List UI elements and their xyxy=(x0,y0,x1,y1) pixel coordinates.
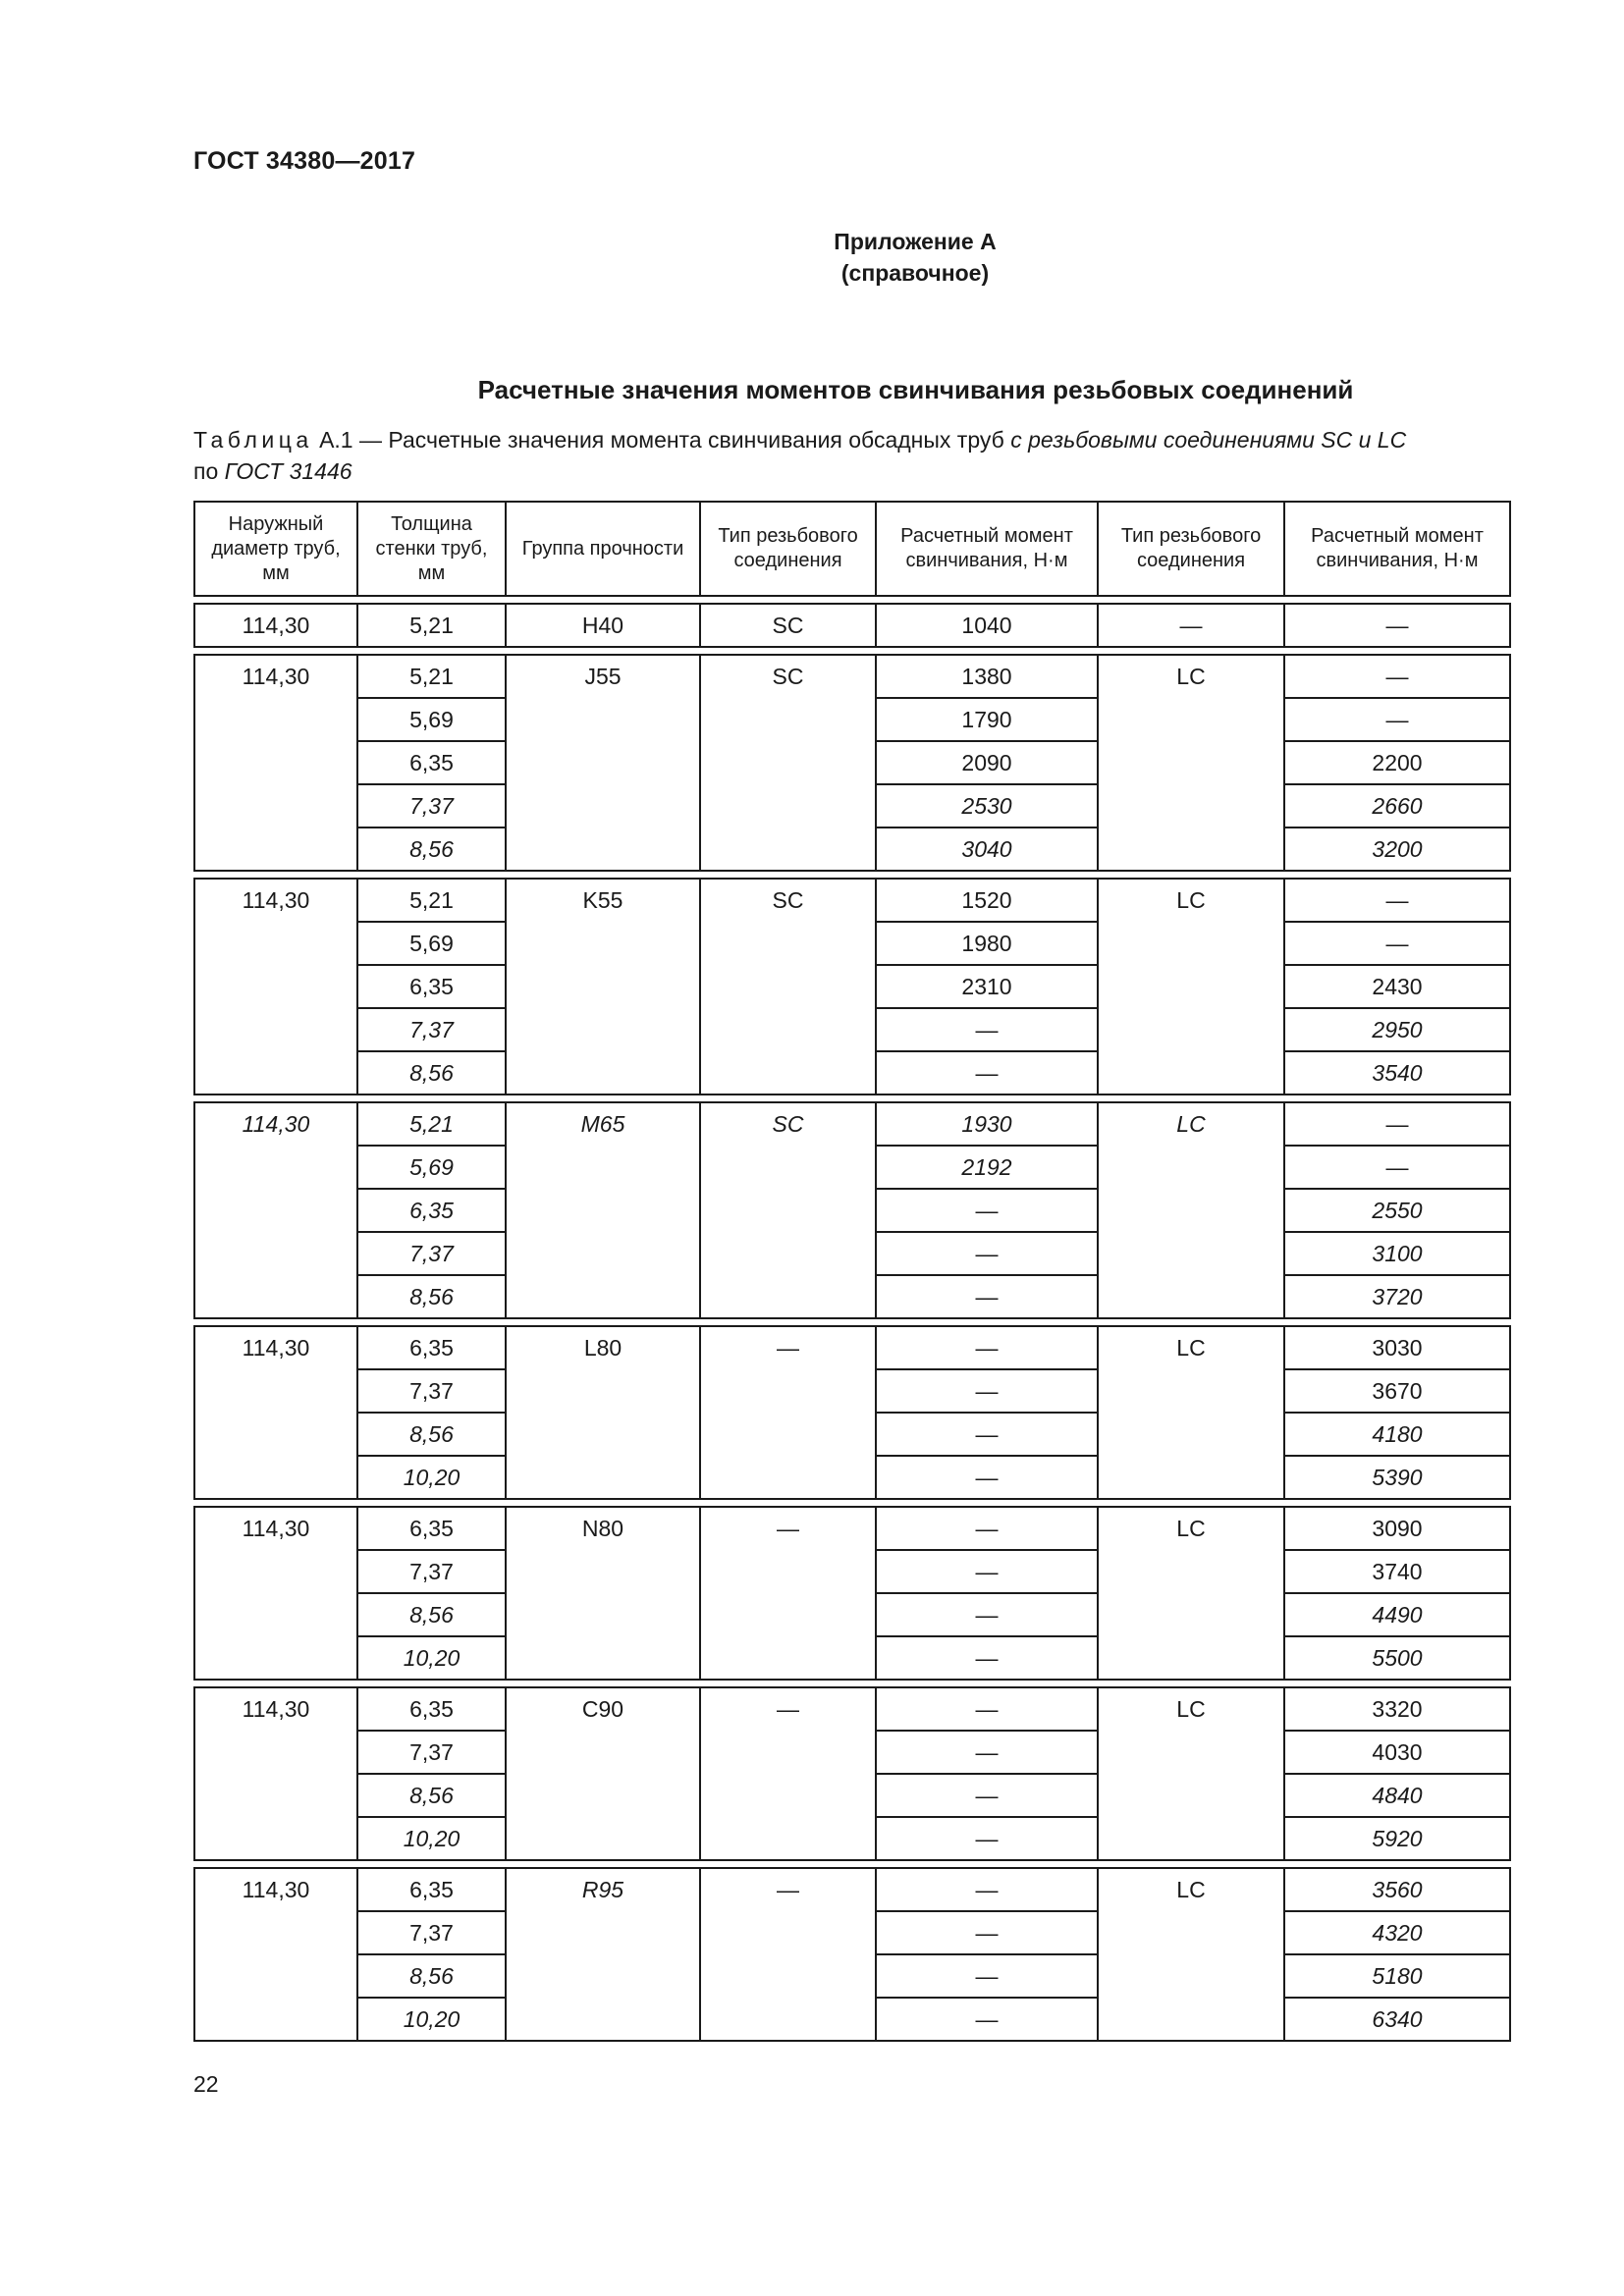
cell-torque-sc: — xyxy=(876,1636,1098,1680)
cell-torque-sc: 1980 xyxy=(876,922,1098,965)
cell-wall-thickness: 7,37 xyxy=(357,1369,506,1413)
cell-torque-sc: 2090 xyxy=(876,741,1098,784)
cell-wall-thickness: 7,37 xyxy=(357,1008,506,1051)
cell-wall-thickness: 5,69 xyxy=(357,922,506,965)
cell-wall-thickness: 8,56 xyxy=(357,1275,506,1318)
cell-connection-type-lc: — xyxy=(1098,604,1284,647)
cell-torque-lc: 3720 xyxy=(1284,1275,1510,1318)
cell-torque-lc: 4320 xyxy=(1284,1911,1510,1954)
cell-torque-sc: — xyxy=(876,1326,1098,1369)
caption-standard-ref: ГОСТ 31446 xyxy=(224,458,352,484)
cell-torque-sc: 1380 xyxy=(876,655,1098,698)
table-header-row xyxy=(194,502,1510,596)
cell-torque-lc: 4840 xyxy=(1284,1774,1510,1817)
cell-torque-sc: 2192 xyxy=(876,1146,1098,1189)
cell-torque-lc: 2430 xyxy=(1284,965,1510,1008)
cell-torque-lc: — xyxy=(1284,698,1510,741)
table-row xyxy=(194,1687,1510,1731)
cell-torque-sc: 1520 xyxy=(876,879,1098,922)
cell-wall-thickness: 7,37 xyxy=(357,1550,506,1593)
cell-diameter: 114,30 xyxy=(194,655,357,871)
cell-torque-sc: — xyxy=(876,1413,1098,1456)
cell-torque-lc: 3540 xyxy=(1284,1051,1510,1095)
cell-torque-lc: — xyxy=(1284,879,1510,922)
cell-torque-sc: — xyxy=(876,1911,1098,1954)
cell-wall-thickness: 8,56 xyxy=(357,828,506,871)
caption-label: Таблица xyxy=(193,427,313,453)
table-row xyxy=(194,1326,1510,1369)
cell-torque-sc: — xyxy=(876,1008,1098,1051)
cell-strength-grade: H40 xyxy=(506,604,700,647)
group-separator xyxy=(194,1318,1510,1326)
cell-torque-sc: — xyxy=(876,1550,1098,1593)
cell-connection-type-sc: SC xyxy=(700,655,876,871)
cell-diameter: 114,30 xyxy=(194,1326,357,1499)
cell-torque-lc: 5500 xyxy=(1284,1636,1510,1680)
header-connection-type-lc: Тип резьбового соединения xyxy=(1098,502,1284,596)
cell-torque-lc: 3560 xyxy=(1284,1868,1510,1911)
cell-diameter: 114,30 xyxy=(194,879,357,1095)
cell-torque-lc: 2200 xyxy=(1284,741,1510,784)
cell-wall-thickness: 10,20 xyxy=(357,1817,506,1860)
table-row xyxy=(194,1507,1510,1550)
cell-torque-sc: — xyxy=(876,1731,1098,1774)
cell-torque-lc: 6340 xyxy=(1284,1998,1510,2041)
cell-wall-thickness: 5,69 xyxy=(357,698,506,741)
cell-torque-sc: 1790 xyxy=(876,698,1098,741)
cell-wall-thickness: 7,37 xyxy=(357,1731,506,1774)
table-row xyxy=(194,604,1510,647)
group-separator xyxy=(194,647,1510,655)
cell-torque-lc: — xyxy=(1284,655,1510,698)
group-separator xyxy=(194,871,1510,879)
cell-torque-sc: — xyxy=(876,1774,1098,1817)
cell-torque-lc: 2660 xyxy=(1284,784,1510,828)
cell-torque-lc: 3670 xyxy=(1284,1369,1510,1413)
table-row xyxy=(194,655,1510,698)
cell-strength-grade: C90 xyxy=(506,1687,700,1860)
annex-heading xyxy=(0,226,1624,289)
cell-torque-sc: — xyxy=(876,1998,1098,2041)
cell-torque-lc: 5180 xyxy=(1284,1954,1510,1998)
cell-connection-type-lc: LC xyxy=(1098,1868,1284,2041)
cell-torque-sc: — xyxy=(876,1051,1098,1095)
cell-torque-sc: — xyxy=(876,1456,1098,1499)
group-separator xyxy=(194,596,1510,604)
cell-wall-thickness: 6,35 xyxy=(357,965,506,1008)
cell-wall-thickness: 6,35 xyxy=(357,1868,506,1911)
caption-number: А.1 — Расчетные значения момента свинчивания обсадных труб xyxy=(319,427,1004,453)
separator-cell xyxy=(194,1499,1510,1507)
caption-italic: с резьбовыми соединениями SC и LC xyxy=(1010,427,1407,453)
cell-connection-type-sc: SC xyxy=(700,1102,876,1318)
cell-torque-sc: — xyxy=(876,1189,1098,1232)
cell-torque-lc: 3030 xyxy=(1284,1326,1510,1369)
cell-wall-thickness: 8,56 xyxy=(357,1593,506,1636)
cell-wall-thickness: 5,21 xyxy=(357,879,506,922)
torque-table xyxy=(193,501,1511,2042)
group-separator xyxy=(194,1499,1510,1507)
table-caption xyxy=(193,424,1509,487)
cell-torque-lc: 4490 xyxy=(1284,1593,1510,1636)
cell-torque-sc: — xyxy=(876,1687,1098,1731)
cell-diameter: 114,30 xyxy=(194,1102,357,1318)
cell-strength-grade: J55 xyxy=(506,655,700,871)
cell-connection-type-lc: LC xyxy=(1098,655,1284,871)
cell-torque-lc: 5920 xyxy=(1284,1817,1510,1860)
cell-wall-thickness: 7,37 xyxy=(357,784,506,828)
cell-torque-sc: 2310 xyxy=(876,965,1098,1008)
cell-connection-type-lc: LC xyxy=(1098,1507,1284,1680)
cell-wall-thickness: 10,20 xyxy=(357,1998,506,2041)
cell-wall-thickness: 5,21 xyxy=(357,604,506,647)
cell-torque-sc: — xyxy=(876,1507,1098,1550)
cell-diameter: 114,30 xyxy=(194,604,357,647)
table-body xyxy=(194,596,1510,2041)
cell-wall-thickness: 10,20 xyxy=(357,1456,506,1499)
cell-torque-lc: — xyxy=(1284,1102,1510,1146)
cell-diameter: 114,30 xyxy=(194,1868,357,2041)
cell-diameter: 114,30 xyxy=(194,1507,357,1680)
separator-cell xyxy=(194,1318,1510,1326)
cell-wall-thickness: 6,35 xyxy=(357,1687,506,1731)
cell-torque-lc: 3100 xyxy=(1284,1232,1510,1275)
cell-torque-lc: 2550 xyxy=(1284,1189,1510,1232)
cell-torque-lc: 4030 xyxy=(1284,1731,1510,1774)
header-torque-lc: Расчетный момент свинчивания, Н·м xyxy=(1284,502,1510,596)
cell-strength-grade: M65 xyxy=(506,1102,700,1318)
header-strength-grade: Группа прочности xyxy=(506,502,700,596)
cell-wall-thickness: 5,21 xyxy=(357,1102,506,1146)
separator-cell xyxy=(194,1095,1510,1102)
cell-torque-lc: 3740 xyxy=(1284,1550,1510,1593)
cell-torque-lc: 2950 xyxy=(1284,1008,1510,1051)
cell-connection-type-sc: SC xyxy=(700,604,876,647)
separator-cell xyxy=(194,1680,1510,1687)
cell-connection-type-lc: LC xyxy=(1098,879,1284,1095)
cell-connection-type-sc: — xyxy=(700,1687,876,1860)
cell-wall-thickness: 5,21 xyxy=(357,655,506,698)
cell-connection-type-lc: LC xyxy=(1098,1326,1284,1499)
cell-torque-sc: — xyxy=(876,1954,1098,1998)
cell-wall-thickness: 6,35 xyxy=(357,1189,506,1232)
separator-cell xyxy=(194,1860,1510,1868)
separator-cell xyxy=(194,647,1510,655)
cell-diameter: 114,30 xyxy=(194,1687,357,1860)
cell-connection-type-sc: — xyxy=(700,1326,876,1499)
cell-torque-sc: — xyxy=(876,1369,1098,1413)
cell-wall-thickness: 7,37 xyxy=(357,1232,506,1275)
header-torque-sc: Расчетный момент свинчивания, Н·м xyxy=(876,502,1098,596)
header-connection-type-sc: Тип резьбового соединения xyxy=(700,502,876,596)
annex-type: (справочное) xyxy=(840,260,990,286)
cell-torque-sc: 1040 xyxy=(876,604,1098,647)
caption-line2-prefix: по xyxy=(193,458,219,484)
cell-wall-thickness: 7,37 xyxy=(357,1911,506,1954)
cell-torque-lc: 3090 xyxy=(1284,1507,1510,1550)
group-separator xyxy=(194,1095,1510,1102)
cell-torque-sc: — xyxy=(876,1817,1098,1860)
cell-strength-grade: L80 xyxy=(506,1326,700,1499)
cell-torque-lc: 5390 xyxy=(1284,1456,1510,1499)
cell-strength-grade: N80 xyxy=(506,1507,700,1680)
table-row xyxy=(194,879,1510,922)
cell-torque-sc: 2530 xyxy=(876,784,1098,828)
cell-connection-type-sc: — xyxy=(700,1868,876,2041)
cell-wall-thickness: 10,20 xyxy=(357,1636,506,1680)
cell-wall-thickness: 6,35 xyxy=(357,741,506,784)
separator-cell xyxy=(194,871,1510,879)
cell-torque-sc: — xyxy=(876,1275,1098,1318)
cell-torque-lc: 3200 xyxy=(1284,828,1510,871)
group-separator xyxy=(194,1860,1510,1868)
annex-title: Приложение А xyxy=(834,229,997,254)
cell-connection-type-sc: — xyxy=(700,1507,876,1680)
cell-wall-thickness: 8,56 xyxy=(357,1413,506,1456)
section-title xyxy=(0,375,1624,405)
header-diameter: Наружный диаметр труб, мм xyxy=(194,502,357,596)
group-separator xyxy=(194,1680,1510,1687)
cell-wall-thickness: 8,56 xyxy=(357,1954,506,1998)
cell-wall-thickness: 8,56 xyxy=(357,1774,506,1817)
cell-torque-lc: 3320 xyxy=(1284,1687,1510,1731)
document-code: ГОСТ 34380—2017 xyxy=(193,147,416,175)
cell-torque-sc: — xyxy=(876,1868,1098,1911)
table-row xyxy=(194,1868,1510,1911)
cell-torque-lc: — xyxy=(1284,604,1510,647)
cell-connection-type-lc: LC xyxy=(1098,1687,1284,1860)
cell-connection-type-sc: SC xyxy=(700,879,876,1095)
section-title-text: Расчетные значения моментов свинчивания резьбовых соединений xyxy=(477,375,1354,404)
header-wall-thickness: Толщина стенки труб, мм xyxy=(357,502,506,596)
page-number: 22 xyxy=(193,2071,219,2097)
cell-connection-type-lc: LC xyxy=(1098,1102,1284,1318)
separator-cell xyxy=(194,596,1510,604)
cell-wall-thickness: 6,35 xyxy=(357,1507,506,1550)
cell-strength-grade: K55 xyxy=(506,879,700,1095)
cell-wall-thickness: 8,56 xyxy=(357,1051,506,1095)
cell-wall-thickness: 6,35 xyxy=(357,1326,506,1369)
cell-torque-sc: 3040 xyxy=(876,828,1098,871)
cell-torque-lc: — xyxy=(1284,922,1510,965)
cell-torque-sc: 1930 xyxy=(876,1102,1098,1146)
cell-torque-lc: — xyxy=(1284,1146,1510,1189)
cell-torque-sc: — xyxy=(876,1593,1098,1636)
cell-wall-thickness: 5,69 xyxy=(357,1146,506,1189)
table-row xyxy=(194,1102,1510,1146)
cell-torque-sc: — xyxy=(876,1232,1098,1275)
cell-strength-grade: R95 xyxy=(506,1868,700,2041)
cell-torque-lc: 4180 xyxy=(1284,1413,1510,1456)
